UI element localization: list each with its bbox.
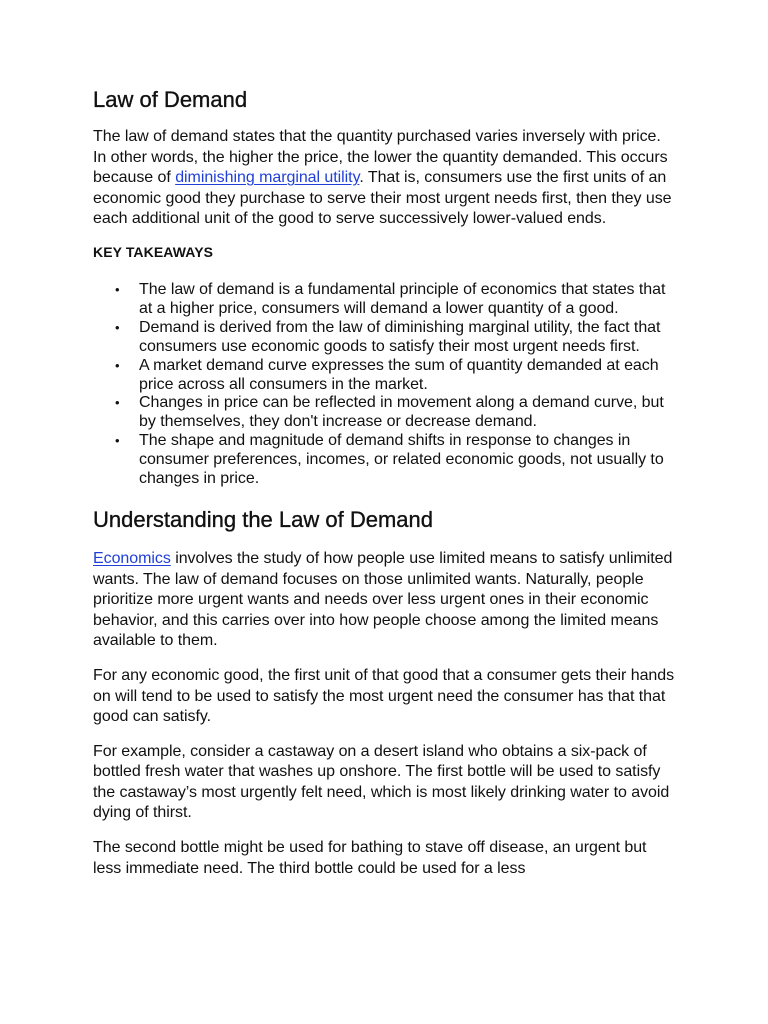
diminishing-marginal-utility-link[interactable]: diminishing marginal utility <box>175 169 360 187</box>
intro-paragraph <box>93 127 678 230</box>
bullet-icon: • <box>115 281 120 297</box>
section-heading: Understanding the Law of Demand <box>93 506 433 532</box>
key-takeaways-list <box>93 281 678 489</box>
first-unit-paragraph: For any economic good, the first unit of that good that a consumer gets their hands on will tend to be used to satisfy the most urgent need the consumer has that that good can satisfy. <box>93 666 675 726</box>
takeaway-text: The law of demand is a fundamental principle of economics that states that at a higher price, consumers will demand a lower quantity of a good. <box>139 280 666 317</box>
bullet-icon: • <box>115 395 120 411</box>
document-page <box>93 86 678 893</box>
castaway-paragraph: For example, consider a castaway on a desert island who obtains a six-pack of bottled fresh water that washes up onshore. The first bottle will be used to satisfy the castaway’s most urgently felt need, which is most likely drinking water to avoid dying of thirst. <box>93 742 670 822</box>
list-item <box>115 318 678 357</box>
economics-paragraph-text: involves the study of how people use limited means to satisfy unlimited wants. The law of demand focuses on those unlimited wants. Naturally, people prioritize more urgent wants and needs over less urgent ones in their economic behavior, and this carries over into how people choose among the limited means available to them. <box>93 549 673 650</box>
list-item <box>115 280 678 319</box>
second-bottle-paragraph: The second bottle might be used for bathing to stave off disease, an urgent but less immediate need. The third bottle could be used for a less <box>93 839 647 877</box>
list-item <box>115 432 678 489</box>
page-title: Law of Demand <box>93 87 248 112</box>
takeaway-text: The shape and magnitude of demand shifts in response to changes in consumer preferences, incomes, or related economic goods, not usually to changes in price. <box>139 432 664 488</box>
economics-paragraph <box>93 549 678 652</box>
intro-text-end: . That is, consumers use the first units of an economic good they purchase to serve their most urgent needs first, then they use each additional unit of the good to serve successively lower-valued ends. <box>93 169 672 228</box>
takeaway-text: A market demand curve expresses the sum of quantity demanded at each price across all consumers in the market. <box>139 356 659 393</box>
list-item <box>115 394 678 432</box>
list-item <box>115 356 678 395</box>
takeaway-text: Demand is derived from the law of diminishing marginal utility, the fact that consumers use economic goods to satisfy their most urgent needs first. <box>139 318 661 355</box>
key-takeaways-heading: KEY TAKEAWAYS <box>93 243 214 260</box>
takeaway-text: Changes in price can be reflected in movement along a demand curve, but by themselves, they don't increase or decrease demand. <box>139 394 664 431</box>
economics-link[interactable]: Economics <box>93 549 171 567</box>
bullet-icon: • <box>115 357 120 373</box>
bullet-icon: • <box>115 319 120 335</box>
intro-text-start: The law of demand states that the quantity purchased varies inversely with price. In other words, the higher the price, the lower the quantity demanded. This occurs because of <box>93 128 668 187</box>
bullet-icon: • <box>115 433 120 449</box>
